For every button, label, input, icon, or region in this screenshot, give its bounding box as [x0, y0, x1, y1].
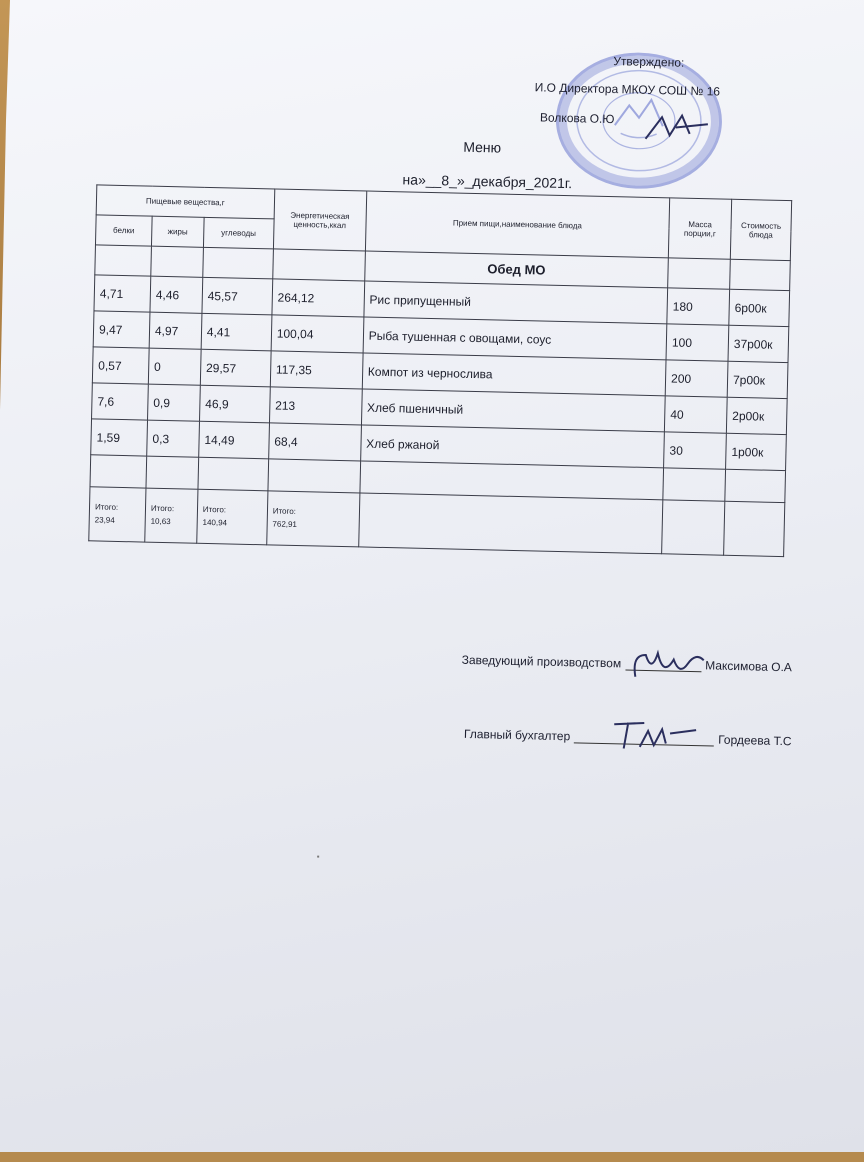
- total-fat: [145, 488, 198, 543]
- cell-energy: 264,12: [272, 279, 365, 317]
- document-title: Меню: [463, 138, 502, 156]
- total-carbs: [197, 489, 268, 545]
- cell-carbs: 14,49: [199, 421, 270, 459]
- cell-cost: 6р00к: [729, 289, 790, 326]
- production-name: Максимова О.А: [705, 658, 793, 675]
- cell-protein: 9,47: [93, 311, 150, 348]
- approval-label: Утверждено:: [613, 54, 685, 70]
- cell-energy: 68,4: [268, 423, 361, 461]
- total-protein: [89, 487, 146, 542]
- cell-protein: 0,57: [92, 347, 149, 384]
- cell-protein: 1,59: [91, 419, 148, 456]
- cell-protein: 4,71: [94, 275, 151, 312]
- cell-carbs: 46,9: [199, 385, 270, 423]
- header-energy: Энергетическая ценность,ккал: [273, 189, 366, 251]
- cell-energy: 100,04: [271, 315, 364, 353]
- paper-speck: [317, 856, 319, 858]
- menu-date: на»__8_»_декабря_2021г.: [402, 171, 573, 192]
- production-title: Заведующий производством: [461, 652, 622, 671]
- header-carbs: углеводы: [203, 217, 274, 249]
- cell-mass: 200: [665, 360, 728, 397]
- cell-dish: Рис припущенный: [364, 281, 668, 324]
- production-signature: [629, 645, 710, 687]
- header-fat: жиры: [151, 216, 204, 247]
- total-label: Итого:: [272, 506, 297, 516]
- production-signature-line: [462, 653, 793, 674]
- cell-cost: 7р00к: [727, 361, 788, 398]
- accountant-title: Главный бухгалтер: [463, 726, 571, 744]
- total-energy-value: 762,91: [272, 518, 298, 529]
- cell-cost: 37р00к: [728, 325, 789, 362]
- cell-fat: 4,46: [150, 276, 203, 313]
- cell-cost: 2р00к: [726, 397, 787, 434]
- total-energy: [266, 491, 359, 547]
- total-label: Итого:: [202, 504, 227, 515]
- cell-mass: 100: [666, 324, 729, 361]
- menu-table: [88, 184, 792, 557]
- approval-position: И.О Директора МКОУ СОШ № 16: [534, 80, 721, 99]
- cell-protein: 7,6: [92, 383, 149, 420]
- cell-cost: 1р00к: [726, 433, 787, 470]
- total-label: Итого:: [94, 502, 119, 512]
- cell-mass: 180: [667, 288, 730, 325]
- header-cost: Стоимость блюда: [730, 199, 791, 260]
- cell-mass: 30: [664, 432, 727, 469]
- cell-carbs: 45,57: [202, 277, 273, 315]
- cell-carbs: 29,57: [200, 349, 271, 387]
- cell-mass: 40: [664, 396, 727, 433]
- accountant-signature: [610, 716, 701, 754]
- total-carbs-value: 140,94: [202, 517, 228, 527]
- cell-dish: Хлеб ржаной: [360, 425, 664, 468]
- cell-carbs: 4,41: [201, 313, 272, 351]
- cell-fat: 0,9: [147, 384, 200, 421]
- approval-name: Волкова О.Ю: [539, 110, 615, 127]
- cell-dish: Компот из чернослива: [362, 353, 666, 396]
- total-protein-value: 23,94: [94, 514, 115, 525]
- cell-energy: 117,35: [270, 351, 363, 389]
- header-meal: Прием пищи,наименование блюда: [365, 191, 670, 258]
- director-signature: [641, 109, 712, 147]
- header-protein: белки: [95, 215, 152, 246]
- section-title: Обед МО: [364, 251, 668, 288]
- cell-dish: Хлеб пшеничный: [361, 389, 665, 432]
- cell-fat: 0,3: [147, 420, 200, 457]
- total-label: Итого:: [150, 503, 175, 513]
- cell-energy: 213: [269, 387, 362, 425]
- header-mass: Масса порции,г: [668, 198, 731, 259]
- header-nutrients: Пищевые вещества,г: [96, 185, 274, 219]
- cell-fat: 4,97: [149, 312, 202, 349]
- accountant-name: Гордеева Т.С: [718, 732, 792, 749]
- total-fat-value: 10,63: [150, 516, 171, 526]
- cell-fat: 0: [148, 348, 201, 385]
- cell-dish: Рыба тушенная с овощами, соус: [363, 317, 667, 360]
